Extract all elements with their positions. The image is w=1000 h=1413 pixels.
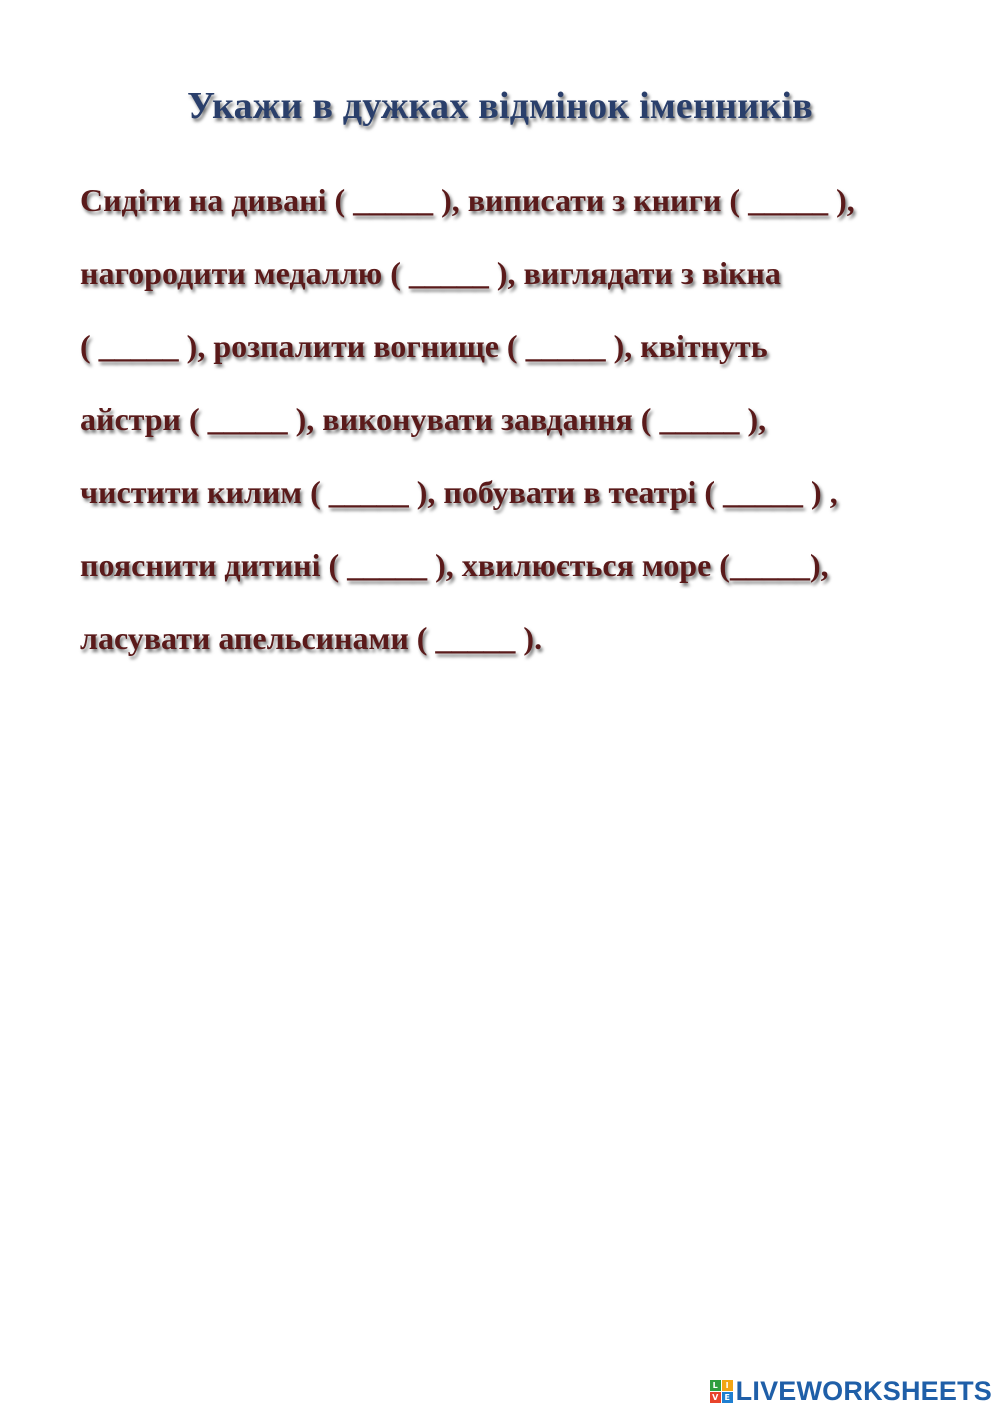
exercise-line-3: ( _____ ), розпалити вогнище ( _____ ), квітнуть xyxy=(80,328,768,364)
logo-tile: V xyxy=(710,1392,721,1403)
logo-tile: L xyxy=(710,1380,721,1391)
exercise-line-2: нагородити медаллю ( _____ ), виглядати з вікна xyxy=(80,255,781,291)
exercise-line-6: пояснити дитині ( _____ ), хвилюється море (_____), xyxy=(80,547,829,583)
liveworksheets-logo-icon xyxy=(710,1380,733,1403)
logo-tile: I xyxy=(722,1380,733,1391)
exercise-line-4: айстри ( _____ ), виконувати завдання ( _____ ), xyxy=(80,401,767,437)
logo-tile: E xyxy=(722,1392,733,1403)
brand-name: LIVEWORKSHEETS xyxy=(735,1375,992,1406)
exercise-text xyxy=(80,178,960,689)
worksheet-title: Укажи в дужках відмінок іменників xyxy=(187,85,813,127)
exercise-line-1: Сидіти на дивані ( _____ ), виписати з книги ( _____ ), xyxy=(80,182,855,218)
exercise-line-7: ласувати апельсинами ( _____ ). xyxy=(80,620,543,656)
exercise-line-5: чистити килим ( _____ ), побувати в театрі ( _____ ) , xyxy=(80,474,838,510)
liveworksheets-watermark xyxy=(710,1375,992,1407)
